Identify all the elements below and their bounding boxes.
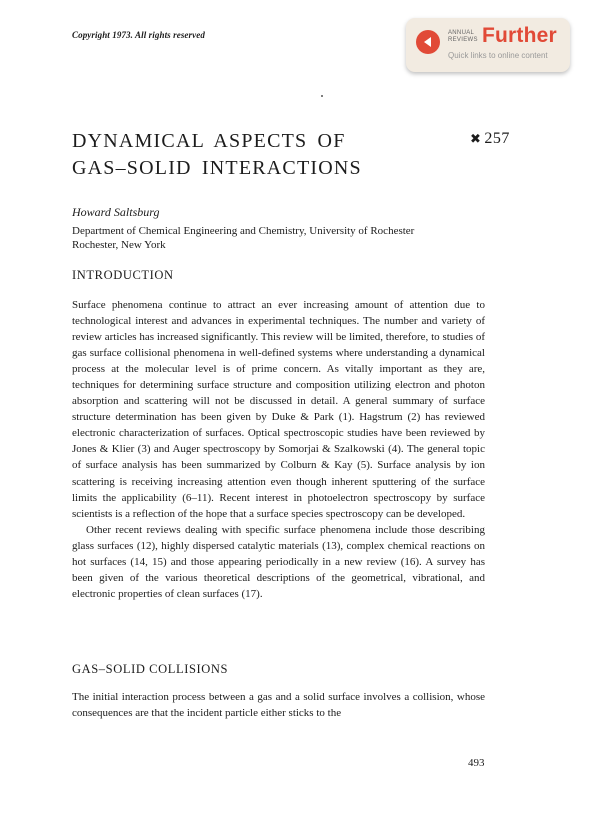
- further-subtitle: Quick links to online content: [448, 51, 548, 60]
- paragraph: The initial interaction process between a gas and a solid surface involves a collision, whose consequences are that the incident particle either sticks to the: [72, 691, 485, 720]
- author-affiliation: Department of Chemical Engineering and Chemistry, University of Rochester Rochester, New York: [72, 225, 415, 251]
- further-wordmark: Further: [482, 24, 557, 47]
- paragraph: Surface phenomena continue to attract an ever increasing amount of attention due to technological interest and advances in experimental techniques. The number and variety of review articles has increased significantly. This review will be limited, therefore, to studies of gas surface collisional phenomena in well-defined systems where understanding a dynamical process at the molecular level is of prime concern. As vitally important as they are, techniques for determining surface structure and composition utilizing electron and photon absorption and scattering will not be discussed in detail. A general summary of surface structure determination has been given by Duke & Park (1). Hagstrum (2) has reviewed electronic characterization of surfaces. Optical spectroscopic studies have been reviewed by Jones & Klier (3) and Auger spectroscopy by Somorjai & Szalkowski (4). The general topic of surface analysis has been summarized by Colburn & Kay (5). Surface analysis by ion scattering is receiving increasing attention even though inherent sputtering of the surface limits the applicability (6–11). Recent interest in photoelectron spectroscopy by surface scientists is a reflection of the hope that a surface species spectroscopy can be developed.: [72, 299, 485, 520]
- play-arrow-icon: [416, 30, 440, 54]
- stray-mark: [321, 95, 323, 97]
- introduction-body: [72, 297, 485, 602]
- paragraph: Other recent reviews dealing with specific surface phenomena include those describing glass surfaces (12), highly dispersed catalytic materials (13), complex chemical reactions on hot surfaces (14, 15) and those appearing periodically in a new review (16). A survey has been given of the various theoretical descriptions of the geometrical, vibrational, and electronic properties of clean surfaces (17).: [72, 523, 485, 600]
- article-title: DYNAMICAL ASPECTS OF GAS–SOLID INTERACTIONS: [72, 130, 362, 179]
- annual-reviews-logo-text: ANNUAL REVIEWS: [448, 30, 478, 43]
- gas-solid-body: [72, 689, 485, 721]
- page-number: 493: [468, 757, 485, 769]
- author-name: Howard Saltsburg: [72, 205, 160, 219]
- start-page-number: ✖ 257: [470, 130, 510, 147]
- section-heading-gas-solid-collisions: GAS–SOLID COLLISIONS: [72, 662, 229, 676]
- page-mark-icon: ✖: [470, 131, 482, 146]
- section-heading-introduction: INTRODUCTION: [72, 268, 174, 282]
- copyright-notice: Copyright 1973. All rights reserved: [72, 30, 205, 40]
- further-links-badge[interactable]: [406, 18, 570, 72]
